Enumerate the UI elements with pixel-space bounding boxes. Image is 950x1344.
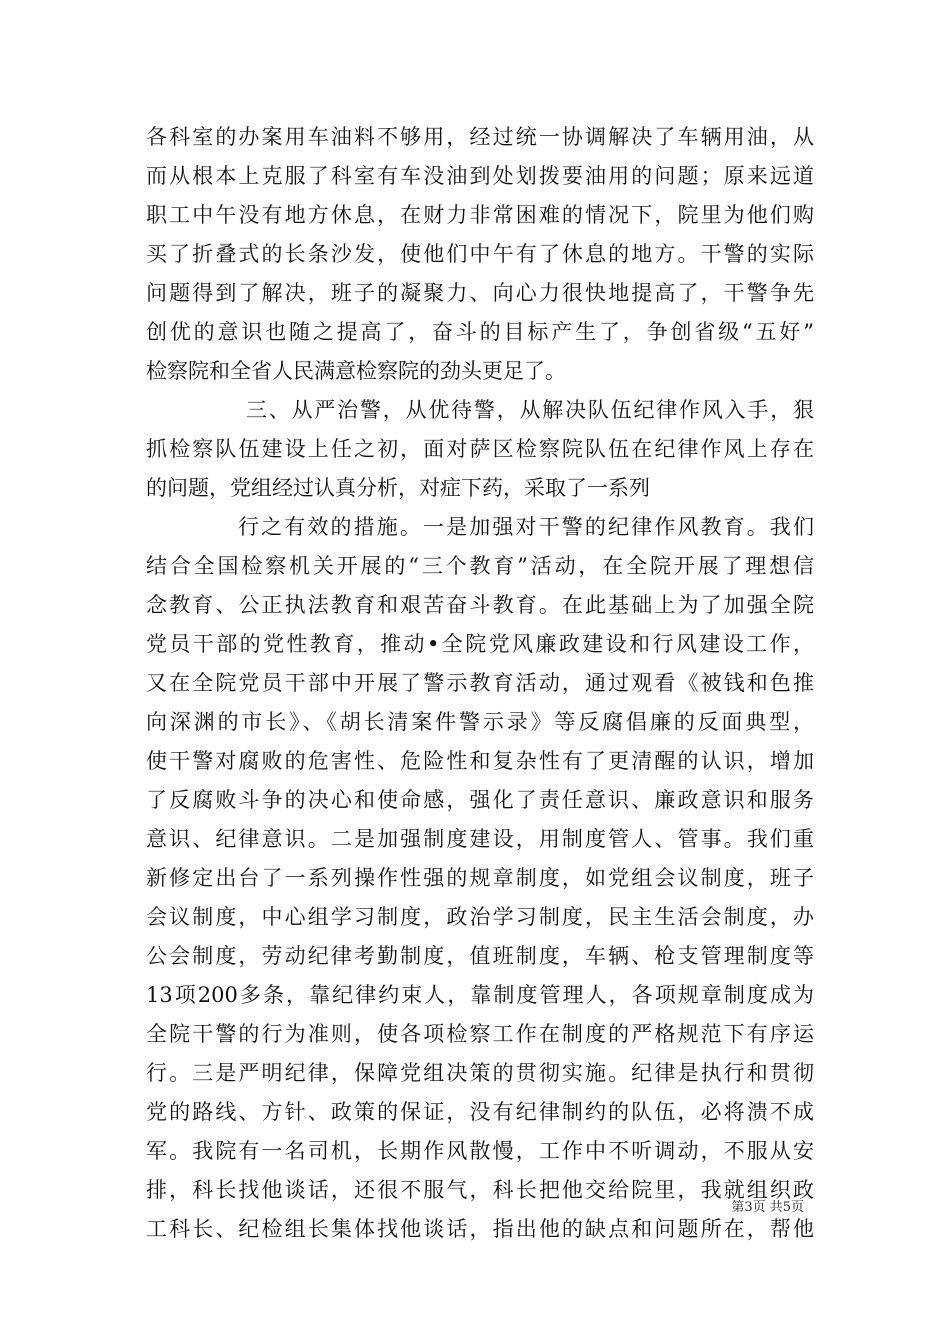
text-line: 了反腐败斗争的决心和使命感，强化了责任意识、廉政意识和服务 — [146, 788, 814, 812]
text-line: 全院干警的行为准则，使各项检察工作在制度的严格规范下有序运 — [146, 1022, 814, 1046]
text-line: 结合全国检察机关开展的“三个教育”活动，在全院开展了理想信 — [146, 554, 814, 578]
text-line: 买了折叠式的长条沙发，使他们中午有了休息的地方。干警的实际 — [146, 242, 814, 266]
text-line: 会议制度，中心组学习制度，政治学习制度，民主生活会制度，办 — [146, 905, 814, 929]
text-line: 创优的意识也随之提高了，奋斗的目标产生了，争创省级“五好” — [146, 320, 814, 344]
text-line: 党的路线、方针、政策的保证，没有纪律制约的队伍，必将溃不成 — [146, 1100, 814, 1124]
text-line: 问题得到了解决，班子的凝聚力、向心力很快地提高了，干警争先 — [146, 281, 814, 305]
text-line: 而从根本上克服了科室有车没油到处划拨要油用的问题；原来远道 — [146, 164, 814, 188]
paragraph-start-line: 行之有效的措施。一是加强对干警的纪律作风教育。我们 — [238, 515, 814, 539]
text-line: 念教育、公正执法教育和艰苦奋斗教育。在此基础上为了加强全院 — [146, 593, 814, 617]
text-line: 抓检察队伍建设上任之初，面对萨区检察院队伍在纪律作风上存在 — [146, 437, 814, 461]
body-text — [146, 118, 814, 1249]
page-number-footer: 第3页 共5页 — [731, 1200, 804, 1215]
text-line: 使干警对腐败的危害性、危险性和复杂性有了更清醒的认识，增加 — [146, 749, 814, 773]
text-line: 各科室的办案用车油料不够用，经过统一协调解决了车辆用油，从 — [146, 125, 814, 149]
text-line: 职工中午没有地方休息，在财力非常困难的情况下，院里为他们购 — [146, 203, 814, 227]
text-line: 行。三是严明纪律，保障党组决策的贯彻实施。纪律是执行和贯彻 — [146, 1061, 814, 1085]
text-line: 又在全院党员干部中开展了警示教育活动，通过观看《被钱和色推 — [146, 671, 814, 695]
text-line: 公会制度，劳动纪律考勤制度，值班制度，车辆、枪支管理制度等 — [146, 944, 814, 968]
text-line: 工科长、纪检组长集体找他谈话，指出他的缺点和问题所在，帮他 — [146, 1217, 814, 1241]
text-line: 检察院和全省人民满意检察院的劲头更足了。 — [146, 359, 566, 383]
text-line: 新修定出台了一系列操作性强的规章制度，如党组会议制度，班子 — [146, 866, 814, 890]
text-line: 向深渊的市长》、《胡长清案件警示录》等反腐倡廉的反面典型， — [146, 710, 814, 734]
section-heading-line: 三、从严治警，从优待警，从解决队伍纪律作风入手，狠 — [246, 398, 814, 422]
text-line: 意识、纪律意识。二是加强制度建设，用制度管人、管事。我们重 — [146, 827, 814, 851]
text-line: 军。我院有一名司机，长期作风散慢，工作中不听调动，不服从安 — [146, 1139, 814, 1163]
text-line: 13项200多条，靠纪律约束人，靠制度管理人，各项规章制度成为 — [146, 983, 814, 1007]
text-line: 的问题，党组经过认真分析，对症下药，采取了一系列 — [146, 476, 650, 500]
text-line: 排，科长找他谈话，还很不服气，科长把他交给院里，我就组织政 — [146, 1178, 814, 1202]
text-line: 党员干部的党性教育，推动•全院党风廉政建设和行风建设工作， — [146, 632, 814, 656]
